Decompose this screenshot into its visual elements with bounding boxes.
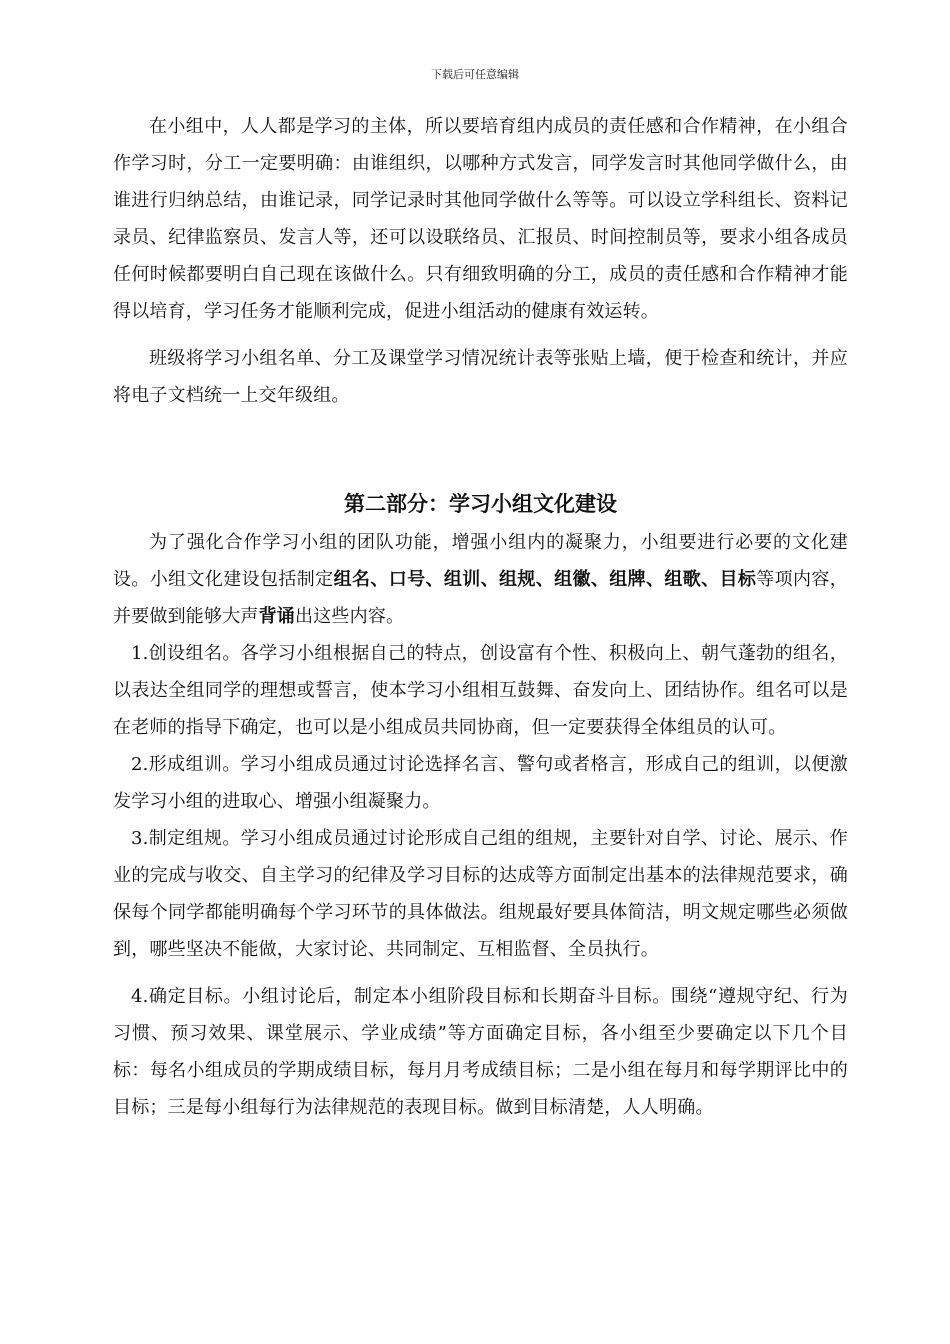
intro-bold-recite: 背诵 xyxy=(258,606,296,627)
list-item-group-name: 1.创设组名。各学习小组根据自己的特点，创设富有个性、积极向上、朝气蓬勃的组名，以表达全组同学的理想或誓言，使本学习小组相互鼓舞、奋发向上、团结协作。组名可以是在老师的指导下确定，也可以是小组成员共同协商，但一定要获得全体组员的认可。 xyxy=(113,643,848,738)
list-item-group-motto: 2.形成组训。学习小组成员通过讨论选择名言、警句或者格言，形成自己的组训，以便激发学习小组的进取心、增强小组凝聚力。 xyxy=(113,754,848,812)
intro-text-b: 等项内容，并要做到能够大声 xyxy=(113,569,848,627)
paragraph-posting-list: 班级将学习小组名单、分工及课堂学习情况统计表等张贴上墙，便于检查和统计，并应将电子文档统一上交年级组。 xyxy=(113,348,848,406)
section-spacer xyxy=(113,414,848,484)
intro-text-c: 出这些内容。 xyxy=(295,606,405,627)
paragraph-division-of-labor: 在小组中，人人都是学习的主体，所以要培育组内成员的责任感和合作精神，在小组合作学习时，分工一定要明确：由谁组织，以哪种方式发言，同学发言时其他同学做什么，由谁进行归纳总结，由谁记录，同学记录时其他同学做什么等等。可以设立学科组长、资料记录员、纪律监察员、发言人等，还可以设联络员、汇报员、时间控制员等，要求小组各成员任何时候都要明白自己现在该做什么。只有细致明确的分工，成员的责任感和合作精神才能得以培育，学习任务才能顺利完成，促进小组活动的健康有效运转。 xyxy=(113,116,848,322)
section-title: 第二部分：学习小组文化建设 xyxy=(344,491,617,516)
intro-bold-items: 组名、口号、组训、组规、组徽、组牌、组歌、目标 xyxy=(333,569,757,590)
header-note: 下载后可任意编辑 xyxy=(431,68,519,81)
list-item-group-goals: 4.确定目标。小组讨论后，制定本小组阶段目标和长期奋斗目标。围绕“遵规守纪、行为习惯、预习效果、课堂展示、学业成绩”等方面确定目标，各小组至少要确定以下几个目标：每名小组成员的学期成绩目标，每月月考成绩目标；二是小组在每月和每学期评比中的目标；三是每小组每行为法律规范的表现目标。做到目标清楚，人人明确。 xyxy=(113,986,848,1118)
list-item-group-rules: 3.制定组规。学习小组成员通过讨论形成自己组的组规，主要针对自学、讨论、展示、作业的完成与收交、自主学习的纪律及学习目标的达成等方面制定出基本的法律规范要求，确保每个同学都能明确每个学习环节的具体做法。组规最好要具体简洁，明文规定哪些必须做到，哪些坚决不能做，大家讨论、共同制定、互相监督、全员执行。 xyxy=(113,828,848,960)
section-intro xyxy=(113,524,848,635)
document-body xyxy=(113,108,848,1126)
intro-text-a: 为了强化合作学习小组的团队功能，增强小组内的凝聚力，小组要进行必要的文化建设。小组文化建设包括制定 xyxy=(113,532,848,590)
